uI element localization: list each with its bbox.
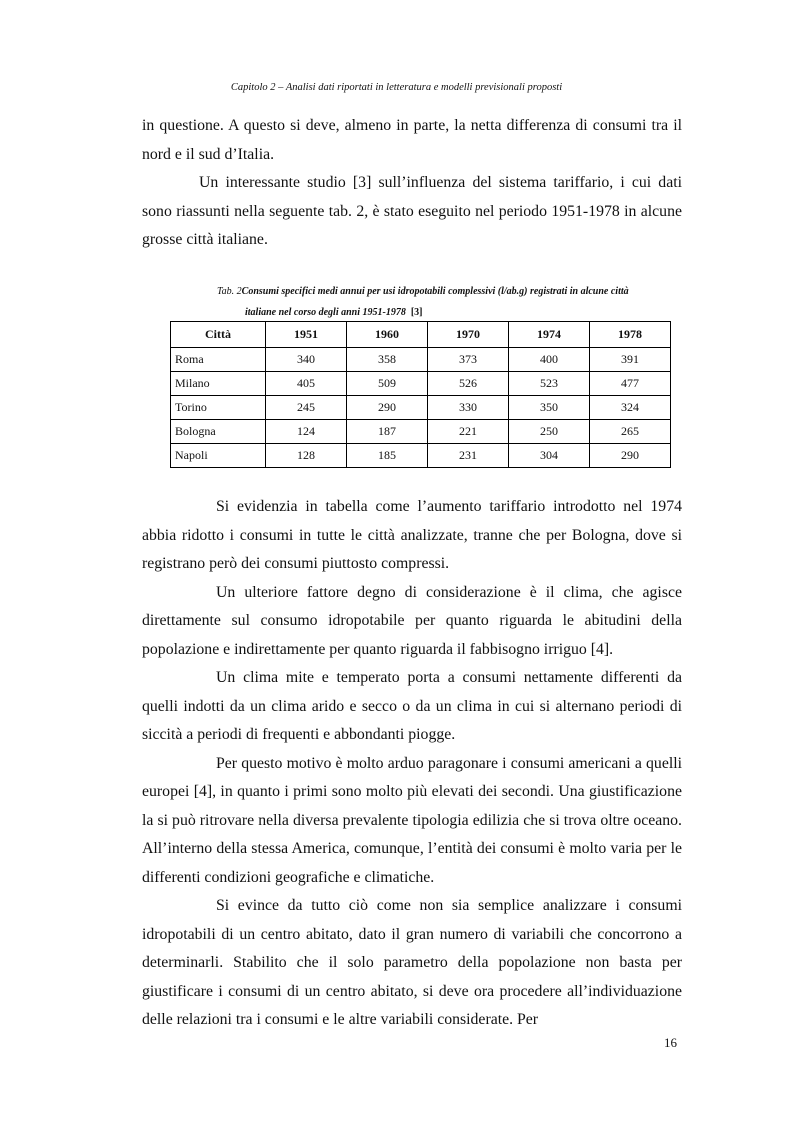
table-cell: 185 <box>347 444 428 468</box>
running-header: Capitolo 2 – Analisi dati riportati in letteratura e modelli previsionali proposti <box>230 82 563 93</box>
table-cell: 373 <box>428 348 509 372</box>
table-cell: 245 <box>266 396 347 420</box>
table-row <box>171 444 671 468</box>
table-cell: 290 <box>347 396 428 420</box>
column-header: 1951 <box>266 322 347 348</box>
paragraph: Un clima mite e temperato porta a consumi nettamente differenti da quelli indotti da un clima arido e secco o da un clima in cui si alternano periodi di siccità a periodi di frequenti e abbondanti piogge. <box>142 669 682 743</box>
table-row <box>171 348 671 372</box>
table-cell: 304 <box>509 444 590 468</box>
table-cell: 509 <box>347 372 428 396</box>
column-header: 1960 <box>347 322 428 348</box>
paragraph: Per questo motivo è molto arduo paragonare i consumi americani a quelli europei [4], in quanto i primi sono molto più elevati dei secondi. Una giustificazione la si può ritrovare nella diversa prevalente tipologia edilizia che si trova oltre oceano. All’interno della stessa America, comunque, l’entità dei consumi è molto varia per le differenti condizioni geografiche e climatiche. <box>142 754 682 886</box>
table-cell: 350 <box>509 396 590 420</box>
table-cell: Milano <box>171 372 266 396</box>
caption-ref: [3] <box>410 307 423 318</box>
text-block-bottom <box>142 493 682 1035</box>
paragraph: in questione. A questo si deve, almeno in parte, la netta differenza di consumi tra il nord e il sud d’Italia. <box>142 117 682 163</box>
table-cell: 400 <box>509 348 590 372</box>
table-row <box>171 372 671 396</box>
column-header: 1974 <box>509 322 590 348</box>
table-cell: 523 <box>509 372 590 396</box>
table-cell: 221 <box>428 420 509 444</box>
table-row <box>171 396 671 420</box>
table-cell: 477 <box>590 372 671 396</box>
table-cell: 340 <box>266 348 347 372</box>
table-cell: Napoli <box>171 444 266 468</box>
table-cell: 231 <box>428 444 509 468</box>
table-cell: 128 <box>266 444 347 468</box>
table-caption <box>217 281 687 323</box>
caption-label: Tab. 2 <box>217 286 242 297</box>
text-block-top <box>142 112 682 255</box>
table-cell: 124 <box>266 420 347 444</box>
table-row <box>171 420 671 444</box>
caption-text-line1: Consumi specifici medi annui per usi idropotabili complessivi (l/ab.g) registrati in alcune città <box>241 286 629 297</box>
table-cell: Roma <box>171 348 266 372</box>
column-header: 1978 <box>590 322 671 348</box>
table-cell: 526 <box>428 372 509 396</box>
column-header: Città <box>171 322 266 348</box>
paragraph: Si evince da tutto ciò come non sia semplice analizzare i consumi idropotabili di un centro abitato, dato il gran numero di variabili che concorrono a determinarli. Stabilito che il solo parametro della popolazione non basta per giustificare i consumi di un centro abitato, si deve ora procedere all’individuazione delle relazioni tra i consumi e le altre variabili considerate. Per <box>142 897 682 1028</box>
table-cell: 405 <box>266 372 347 396</box>
table-cell: Torino <box>171 396 266 420</box>
paragraph: Si evidenzia in tabella come l’aumento tariffario introdotto nel 1974 abbia ridotto i consumi in tutte le città analizzate, tranne che per Bologna, dove si registrano però dei consumi piuttosto compressi. <box>142 498 682 572</box>
table-cell: 187 <box>347 420 428 444</box>
table-cell: Bologna <box>171 420 266 444</box>
column-header: 1970 <box>428 322 509 348</box>
paragraph: Un interessante studio [3] sull’influenza del sistema tariffario, i cui dati sono riassunti nella seguente tab. 2, è stato eseguito nel periodo 1951-1978 in alcune grosse città italiane. <box>142 174 682 248</box>
table-cell: 391 <box>590 348 671 372</box>
table-cell: 290 <box>590 444 671 468</box>
page-number: 16 <box>664 1035 677 1050</box>
caption-text-line2: italiane nel corso degli anni 1951-1978 <box>245 307 406 318</box>
table-cell: 358 <box>347 348 428 372</box>
consumption-table <box>170 321 671 468</box>
paragraph: Un ulteriore fattore degno di considerazione è il clima, che agisce direttamente sul consumo idropotabile per quanto riguarda le abitudini della popolazione e indirettamente per quanto riguarda il fabbisogno irriguo [4]. <box>142 583 682 658</box>
table-header-row <box>171 322 671 348</box>
table-cell: 250 <box>509 420 590 444</box>
table-cell: 330 <box>428 396 509 420</box>
table-cell: 324 <box>590 396 671 420</box>
table-cell: 265 <box>590 420 671 444</box>
